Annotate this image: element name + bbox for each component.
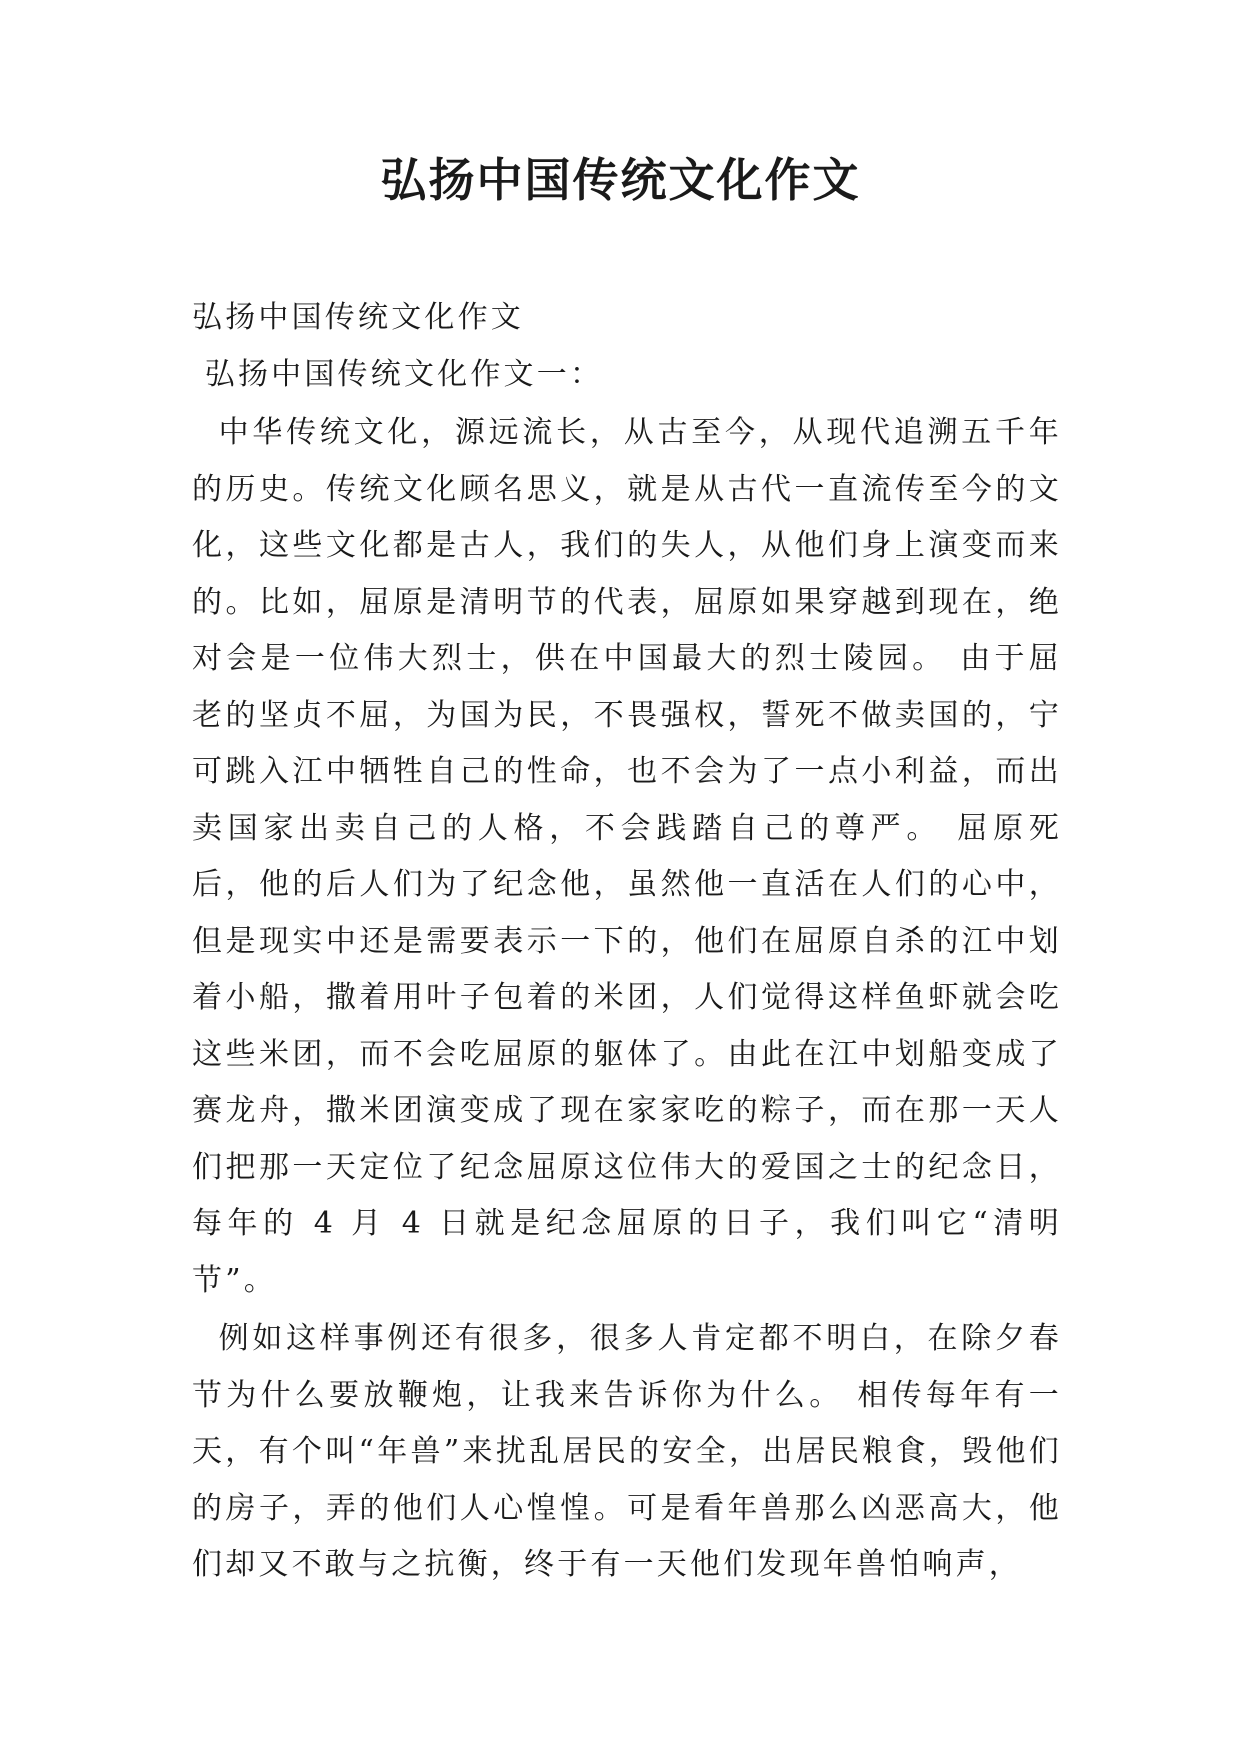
document-title: 弘扬中国传统文化作文 — [380, 153, 861, 207]
paragraph: 例如这样事例还有很多，很多人肯定都不明白，在除夕春节为什么要放鞭炮，让我来告诉你为什么。 相传每年有一天，有个叫“年兽”来扰乱居民的安全，出居民粮食，毁他们的房子，弄的他们人心惶惶。可是看年兽那么凶恶高大，他们却又不敢与之抗衡，终于有一天他们发现年兽怕响声， — [192, 1321, 1062, 1582]
document-body — [192, 290, 1062, 1594]
paragraph: 中华传统文化，源远流长，从古至今，从现代追溯五千年的历史。传统文化顾名思义，就是从古代一直流传至今的文化，这些文化都是古人，我们的失人，从他们身上演变而来的。比如，屈原是清明节的代表，屈原如果穿越到现在，绝对会是一位伟大烈士，供在中国最大的烈士陵园。 由于屈老的坚贞不屈，为国为民，不畏强权，誓死不做卖国的，宁可跳入江中牺牲自己的性命，也不会为了一点小利益，而出卖国家出卖自己的人格，不会践踏自己的尊严。 屈原死后，他的后人们为了纪念他，虽然他一直活在人们的心中，但是现实中还是需要表示一下的，他们在屈原自杀的江中划着小船，撒着用叶子包着的米团，人们觉得这样鱼虾就会吃这些米团，而不会吃屈原的躯体了。由此在江中划船变成了赛龙舟，撒米团演变成了现在家家吃的粽子，而在那一天人们把那一天定位了纪念屈原这位伟大的爱国之士的纪念日，每年的 4 月 4 日就是纪念屈原的日子，我们叫它“清明节”。 — [192, 415, 1062, 1298]
section-heading: 弘扬中国传统文化作文一： — [192, 356, 604, 392]
document-subtitle: 弘扬中国传统文化作文 — [192, 300, 524, 335]
